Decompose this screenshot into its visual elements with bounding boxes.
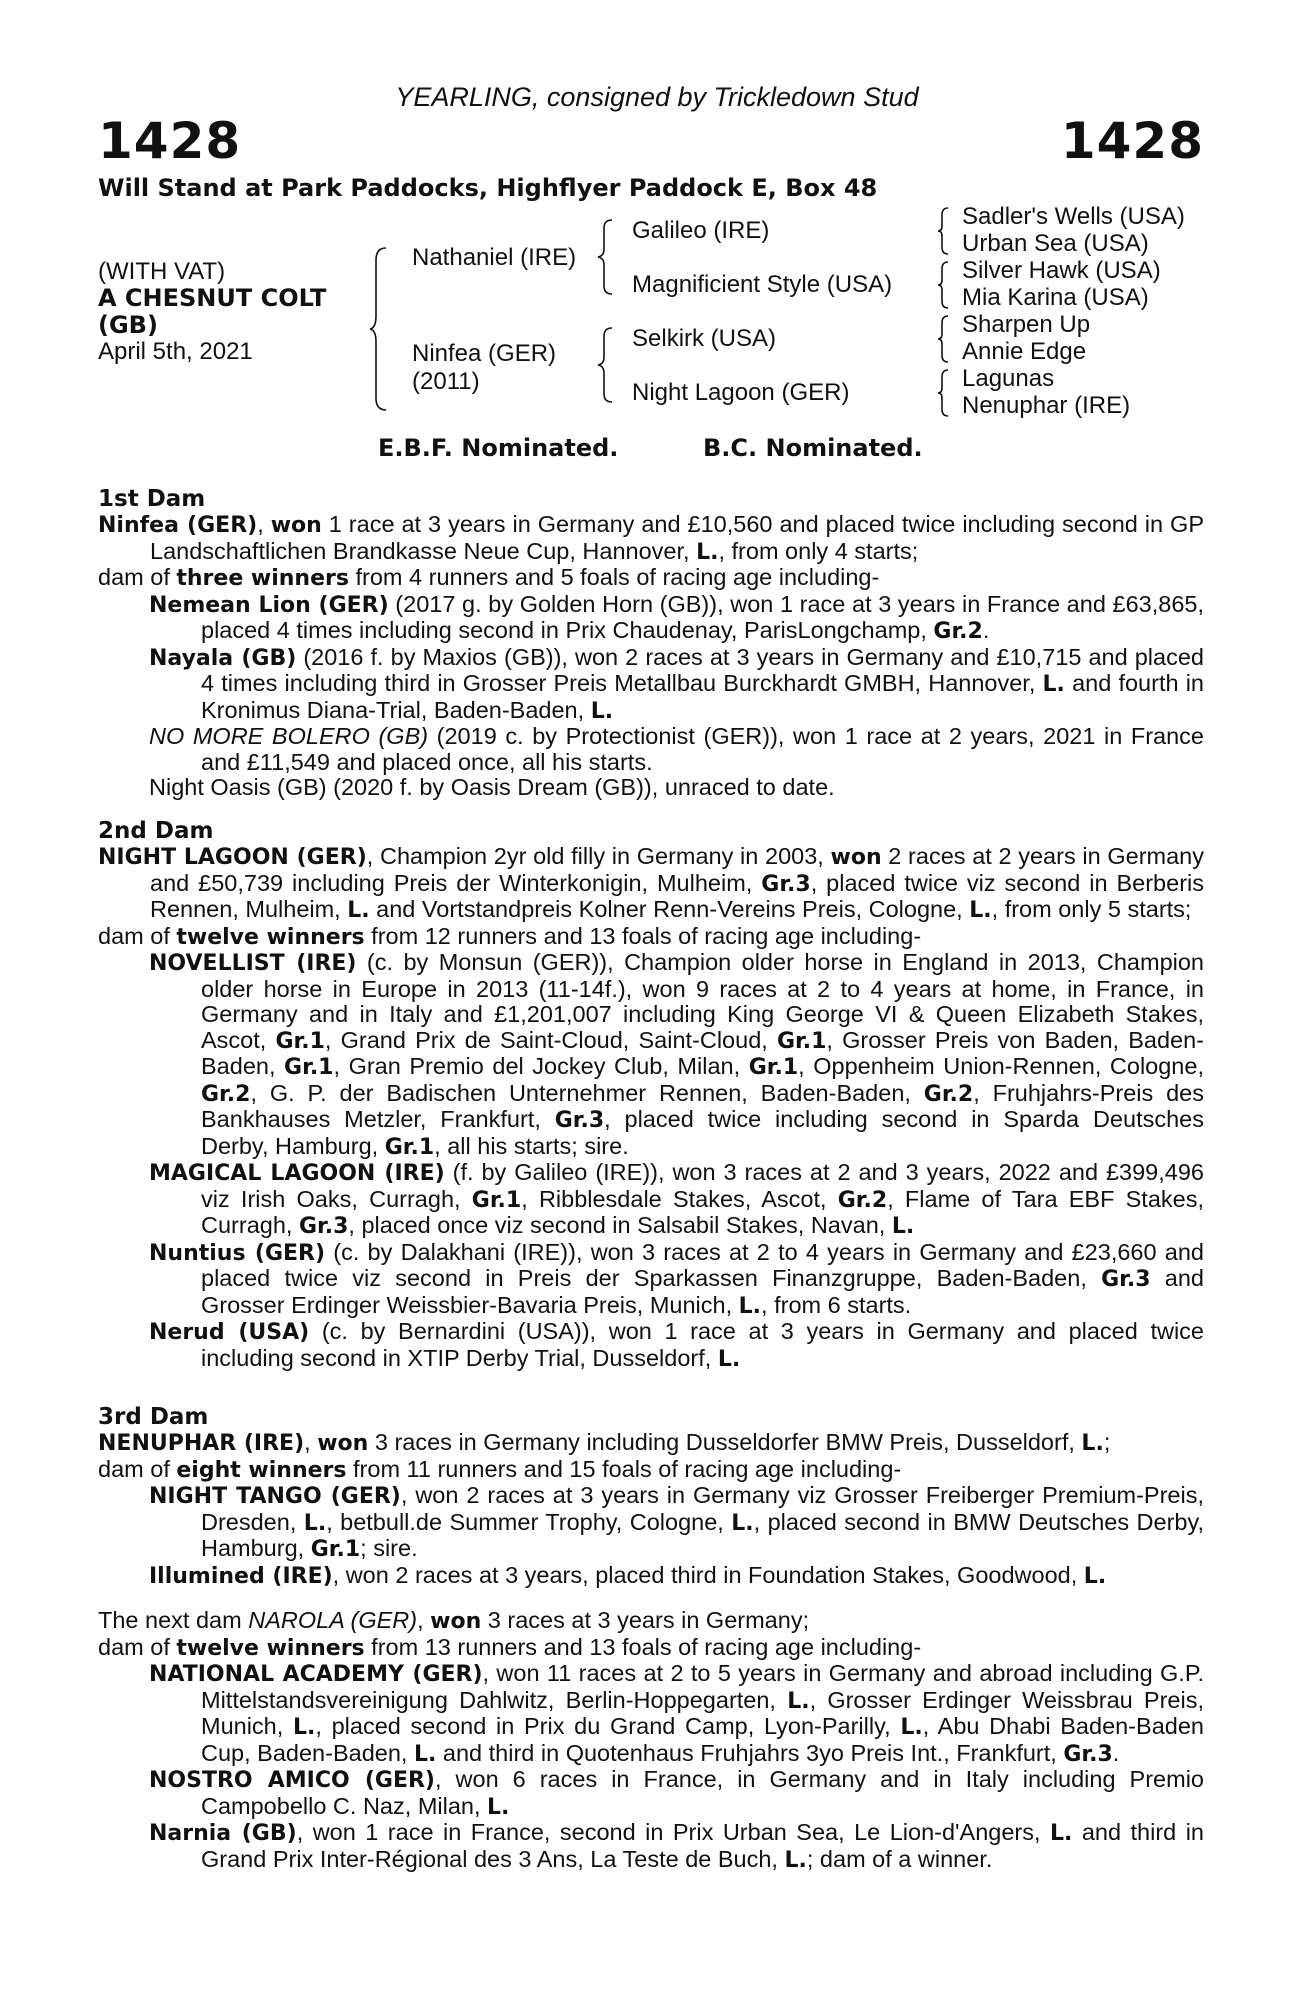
third-dam-produce-item: NIGHT TANGO (GER), won 2 races at 3 years in Germany viz Grosser Freiberger Premium-Preis, Dresden, L., betbull.de Summer Trophy, Cologne, L., placed second in BMW Deutsches Derby, Hamburg, Gr.1; sire. (149, 1482, 1204, 1562)
pedigree-ddd: Nenuphar (IRE) (962, 392, 1131, 419)
next-dam-record: The next dam NAROLA (GER), won 3 races at 3 years in Germany; (98, 1607, 810, 1634)
pedigree-dam-dam: Night Lagoon (GER) (632, 379, 850, 406)
third-dam-section (98, 1404, 1204, 1589)
pedigree-bracket-ss (936, 206, 952, 256)
lot-number-right: 1428 (1060, 112, 1204, 170)
third-dam-produce-summary: dam of eight winners from 11 runners and 15 foals of racing age including- (98, 1455, 902, 1483)
next-dam-section (98, 1608, 1204, 1873)
pedigree-sds: Silver Hawk (USA) (962, 257, 1161, 284)
pedigree-bracket-main (368, 246, 390, 412)
third-dam-record: NENUPHAR (IRE), won 3 races in Germany including Dusseldorfer BMW Preis, Dusseldorf, L.; (98, 1429, 1111, 1456)
pedigree-sss: Sadler's Wells (USA) (962, 203, 1185, 230)
pedigree-ssd: Urban Sea (USA) (962, 230, 1149, 257)
second-dam-produce-summary: dam of twelve winners from 12 runners and 13 foals of racing age including- (98, 922, 922, 950)
foaling-date: April 5th, 2021 (98, 338, 253, 365)
second-dam-produce-item: NOVELLIST (IRE) (c. by Monsun (GER)), Champion older horse in England in 2013, Champion older horse in Europe in 2013 (11-14f.), won 9 races at 2 to 4 years at home, in France, in Germany and in Italy and £1,201,007 including King George VI & Queen Elizabeth Stakes, Ascot, Gr.1, Grand Prix de Saint-Cloud, Saint-Cloud, Gr.1, Grosser Preis von Baden, Baden-Baden, Gr.1, Gran Premio del Jockey Club, Milan, Gr.1, Oppenheim Union-Rennen, Cologne, Gr.2, G. P. der Badischen Unternehmer Rennen, Baden-Baden, Gr.2, Fruhjahrs-Preis des Bankhauses Metzler, Frankfurt, Gr.3, placed twice including second in Sparda Deutsches Derby, Hamburg, Gr.1, all his starts; sire. (149, 949, 1204, 1160)
pedigree-bracket-dam (596, 326, 616, 404)
pedigree-dds: Lagunas (962, 365, 1055, 392)
pedigree-dsd: Annie Edge (962, 338, 1087, 365)
lot-number-left: 1428 (98, 112, 242, 170)
first-dam-produce-item: Nayala (GB) (2016 f. by Maxios (GB)), won 2 races at 3 years in Germany and £10,715 and placed 4 times including third in Grosser Preis Metallbau Burckhardt GMBH, Hannover, L. and fourth in Kronimus Diana-Trial, Baden-Baden, L. (149, 643, 1204, 724)
pedigree-sire: Nathaniel (IRE) (412, 244, 577, 271)
vat-note: (WITH VAT) (98, 258, 226, 285)
pedigree-dam: Ninfea (GER) (412, 340, 557, 367)
third-dam-produce-item: Illumined (IRE), won 2 races at 3 years, placed third in Foundation Stakes, Goodwood, L. (149, 1561, 1107, 1589)
next-dam-produce-summary: dam of twelve winners from 13 runners and 13 foals of racing age including- (98, 1633, 922, 1661)
first-dam-section (98, 486, 1204, 801)
second-dam-record: NIGHT LAGOON (GER), Champion 2yr old filly in Germany in 2003, won 2 races at 2 years in Germany and £50,739 including Preis der Winterkonigin, Mulheim, Gr.3, placed twice viz second in Berberis Rennen, Mulheim, L. and Vortstandpreis Kolner Renn-Vereins Preis, Cologne, L., from only 5 starts; (98, 843, 1204, 923)
pedigree-dam-sire: Selkirk (USA) (632, 325, 777, 352)
pedigree-bracket-ds (936, 314, 952, 364)
first-dam-produce-summary: dam of three winners from 4 runners and 5 foals of racing age including- (98, 564, 880, 591)
next-dam-produce-item: NATIONAL ACADEMY (GER), won 11 races at 2 to 5 years in Germany and abroad including G.P. Mittelstandsvereinigung Dahlwitz, Berlin-Hoppegarten, L., Grosser Erdinger Weissbrau Preis, Munich, L., placed second in Prix du Grand Camp, Lyon-Parilly, L., Abu Dhabi Baden-Baden Cup, Baden-Baden, L. and third in Quotenhaus Fruhjahrs 3yo Preis Int., Frankfurt, Gr.3. (149, 1660, 1205, 1767)
first-dam-produce-item: NO MORE BOLERO (GB) (2019 c. by Protectionist (GER)), won 1 race at 2 years, 2021 in France and £11,549 and placed once, all his starts. (149, 723, 1205, 775)
pedigree-bracket-sd (936, 260, 952, 310)
pedigree-bracket-dd (936, 368, 952, 418)
pedigree-dam-year: (2011) (412, 368, 480, 395)
next-dam-produce-item: NOSTRO AMICO (GER), won 6 races in France, in Germany and in Italy including Premio Campobello C. Naz, Milan, L. (149, 1766, 1204, 1820)
second-dam-heading: 2nd Dam (98, 818, 214, 844)
consignment-subtitle: YEARLING, consigned by Trickledown Stud (395, 82, 919, 112)
first-dam-produce-item: Nemean Lion (GER) (2017 g. by Golden Horn (GB)), won 1 race at 3 years in France and £63,865, placed 4 times including second in Prix Chaudenay, ParisLongchamp, Gr.2. (149, 590, 1204, 644)
second-dam-produce-item: Nerud (USA) (c. by Bernardini (USA)), won 1 race at 3 years in Germany and placed twice including second in XTIP Derby Trial, Dusseldorf, L. (149, 1318, 1204, 1372)
next-dam-produce-item: Narnia (GB), won 1 race in France, second in Prix Urban Sea, Le Lion-d'Angers, L. and third in Grand Prix Inter-Régional des 3 Ans, La Teste de Buch, L.; dam of a winner. (149, 1819, 1204, 1873)
ebf-nomination: E.B.F. Nominated. (378, 434, 619, 462)
pedigree-sdd: Mia Karina (USA) (962, 284, 1149, 311)
second-dam-section (98, 818, 1204, 1372)
bc-nomination: B.C. Nominated. (703, 434, 923, 462)
stand-location: Will Stand at Park Paddocks, Highflyer Paddock E, Box 48 (98, 174, 878, 202)
first-dam-record: Ninfea (GER), won 1 race at 3 years in Germany and £10,560 and placed twice including second in GP Landschaftlichen Brandkasse Neue Cup, Hannover, L., from only 4 starts; (98, 511, 1205, 565)
horse-name: A CHESNUT COLT (98, 284, 327, 312)
first-dam-heading: 1st Dam (98, 486, 206, 512)
second-dam-produce-item: Nuntius (GER) (c. by Dalakhani (IRE)), won 3 races at 2 to 4 years in Germany and £23,660 and placed twice viz second in Preis der Sparkassen Finanzgruppe, Baden-Baden, Gr.3 and Grosser Erdinger Weissbier-Bavaria Preis, Munich, L., from 6 starts. (149, 1238, 1204, 1319)
first-dam-produce-item: Night Oasis (GB) (2020 f. by Oasis Dream (GB)), unraced to date. (149, 774, 835, 800)
second-dam-produce-item: MAGICAL LAGOON (IRE) (f. by Galileo (IRE)), won 3 races at 2 and 3 years, 2022 and £399,496 viz Irish Oaks, Curragh, Gr.1, Ribblesdale Stakes, Ascot, Gr.2, Flame of Tara EBF Stakes, Curragh, Gr.3, placed once viz second in Salsabil Stakes, Navan, L. (149, 1159, 1205, 1239)
pedigree-sire-dam: Magnificient Style (USA) (632, 271, 893, 298)
third-dam-heading: 3rd Dam (98, 1404, 209, 1430)
pedigree-bracket-sire (596, 218, 616, 296)
horse-country: (GB) (98, 311, 158, 339)
pedigree-sire-sire: Galileo (IRE) (632, 217, 770, 244)
pedigree-dss: Sharpen Up (962, 311, 1091, 338)
